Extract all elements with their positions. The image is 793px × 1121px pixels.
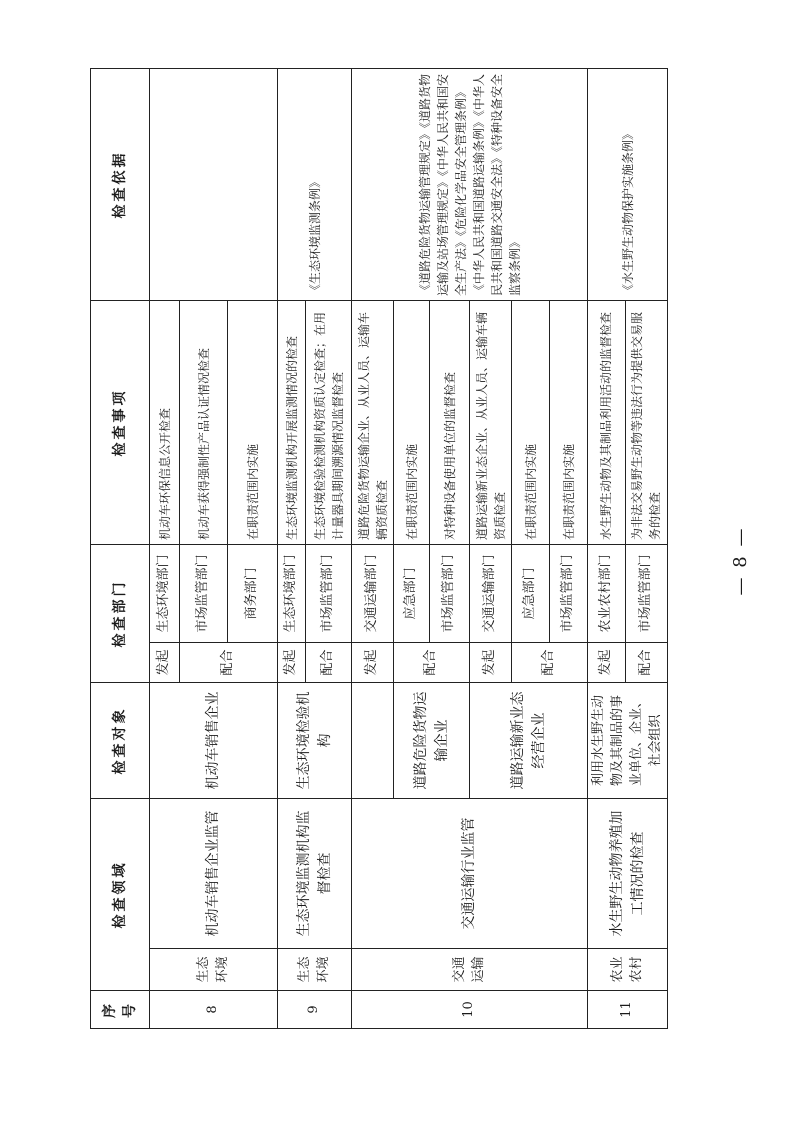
item-cell: 在职责范围内实施: [228, 301, 278, 545]
item-cell: 生态环境监测机构开展监测情况的检查: [278, 301, 306, 545]
row-object: 生态环境检验机构: [278, 683, 352, 799]
dept-cell: 生态环境部门: [150, 545, 180, 643]
header-row: [91, 69, 150, 1029]
dept-cell: 应急部门: [394, 545, 430, 643]
item-cell: 生态环境检验检测机构资质认定检查；在用计量器具期间溯源情况监督检查: [306, 301, 352, 545]
role-initiate: 发起: [150, 643, 180, 683]
dept-cell: 市场监管部门: [180, 545, 228, 643]
dept-cell: 商务部门: [228, 545, 278, 643]
row-domain: 交通运输: [352, 949, 588, 991]
role-cooperate: 配合: [625, 643, 668, 683]
item-cell: 道路危险货物运输企业、从业人员、运输车辆资质检查: [352, 301, 394, 545]
header-basis: 检查依据: [91, 69, 150, 301]
header-object: 检查对象: [91, 683, 150, 799]
header-field: 检查领域: [91, 799, 150, 991]
row-object: 道路运输新业态经营企业: [470, 683, 588, 799]
item-cell: 为非法交易野生动物等违法行为提供交易服务的检查: [625, 301, 668, 545]
basis-cell: [150, 69, 278, 301]
row-domain: 生态环境: [278, 949, 352, 991]
item-cell: 在职责范围内实施: [394, 301, 430, 545]
table-row: [352, 69, 394, 1029]
role-cooperate: 配合: [306, 643, 352, 683]
role-cooperate: 配合: [180, 643, 278, 683]
header-dept: 检查部门: [91, 545, 150, 683]
row-object: 利用水生野生动物及其制品的事业单位、企业、社会组织: [588, 683, 668, 799]
dept-cell: 市场监管部门: [550, 545, 588, 643]
dept-cell: 市场监管部门: [625, 545, 668, 643]
row-field: 机动车销售企业监管: [150, 799, 278, 949]
page-number: — 8 —: [730, 526, 751, 596]
role-initiate: 发起: [278, 643, 306, 683]
row-domain: 农业农村: [588, 949, 668, 991]
item-cell: 在职责范围内实施: [550, 301, 588, 545]
table-row: [588, 69, 626, 1029]
row-field: 水生野生动物养殖加工情况的检查: [588, 799, 668, 949]
table-row: [278, 69, 306, 1029]
basis-cell: 《水生野生动物保护实施条例》: [588, 69, 668, 301]
role-cooperate: 配合: [394, 643, 470, 683]
role-cooperate: 配合: [512, 643, 588, 683]
row-domain: 生态环境: [150, 949, 278, 991]
row-object: 机动车销售企业: [150, 683, 278, 799]
row-number: 11: [588, 991, 668, 1029]
table-row: [150, 69, 180, 1029]
role-initiate: 发起: [470, 643, 512, 683]
row-number: 9: [278, 991, 352, 1029]
role-initiate: 发起: [588, 643, 626, 683]
inspection-table-frame: [90, 69, 703, 1029]
dept-cell: 市场监管部门: [306, 545, 352, 643]
item-cell: 水生野生动物及其制品利用活动的监督检查: [588, 301, 626, 545]
role-initiate: 发起: [352, 643, 394, 683]
dept-cell: 生态环境部门: [278, 545, 306, 643]
dept-cell: 交通运输部门: [352, 545, 394, 643]
inspection-table: [90, 68, 668, 1029]
item-cell: 机动车环保信息公开检查: [150, 301, 180, 545]
row-field: 交通运输行业监管: [352, 799, 588, 949]
row-field: 生态环境监测机构监督检查: [278, 799, 352, 949]
row-object: 道路危险货物运输企业: [394, 683, 470, 799]
item-cell: 对特种设备使用单位的监督检查: [430, 301, 470, 545]
basis-cell: 《道路危险货物运输管理规定》《道路货物运输及站场管理规定》《中华人民共和国安全生产法》《危险化学品安全管理条例》《中华人民共和国道路运输条例》《中华人民共和国道路交通安全法》《特种设备安全监察条例》: [352, 69, 588, 301]
row-object-blank: [352, 683, 394, 799]
row-number: 8: [150, 991, 278, 1029]
item-cell: 道路运输新业态企业、从业人员、运输车辆资质检查: [470, 301, 512, 545]
dept-cell: 应急部门: [512, 545, 550, 643]
dept-cell: 市场监管部门: [430, 545, 470, 643]
basis-cell: 《生态环境监测条例》: [278, 69, 352, 301]
dept-cell: 农业农村部门: [588, 545, 626, 643]
row-number: 10: [352, 991, 588, 1029]
dept-cell: 交通运输部门: [470, 545, 512, 643]
header-item: 检查事项: [91, 301, 150, 545]
item-cell: 在职责范围内实施: [512, 301, 550, 545]
item-cell: 机动车获得强制性产品认证情况检查: [180, 301, 228, 545]
header-no: 序号: [91, 991, 150, 1029]
